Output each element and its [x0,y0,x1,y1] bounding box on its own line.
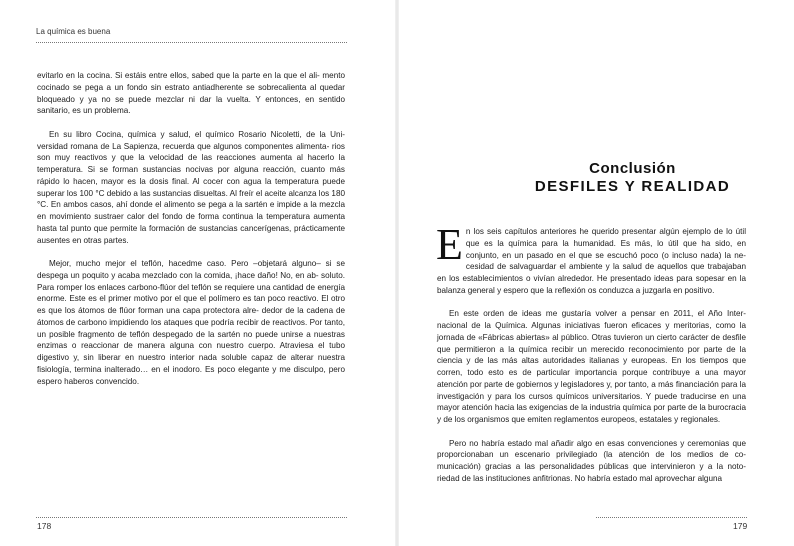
text-line: tiempos que corren, todo esto es de particular importancia porque contribuye a [437,356,746,377]
text-line: riedad de las instituciones anfitrionas. No habría estado mal aprovechar alguna [437,473,722,483]
text-line: Mejor, mucho mejor el teflón, hacedme caso. Pero –objetará alguno– si se [49,259,345,268]
text-line: n los seis capítulos anteriores he querido presentar algún ejemplo de lo [465,227,733,236]
text-line: soluble capaz de alterar nuestra fisiología, termina inalterado… en el inodoro. [37,353,345,374]
text-line: rios son muy reactivos y que la velocidad de las reacciones aumenta al hacerlo [37,141,345,163]
text-line: cancerígenas, prácticamente ausentes en otras partes. [37,223,346,245]
page-number-right: 179 [733,521,748,531]
text-line: sartén no puede unirse a nuestras enzimas o reaccionar de manera alguna con [37,329,345,351]
paragraph [37,129,345,247]
text-line: de energía enorme. Este es el primer motivo por el que el polímero es tan poco [37,282,345,304]
paragraph [437,438,746,485]
text-line: puede superar los 100 °C debido a las sustancias disueltas. Al freír el aceite [37,176,345,198]
text-line: química por parte de la burocracia y de los organismos que emiten reglamentos [437,403,746,424]
text-line: mento cocinado se pega a un fondo sin estrato antiadherente se sobrecalienta [37,71,345,92]
text-line: nuestro cuerpo. Atraviesa el tubo digestivo y, sin liberar en nuestro interior nada [37,341,345,362]
paragraph [437,308,746,426]
footer-rule-right [596,517,747,518]
text-line: los establecimientos o vivían alrededor. He presentado ideas para sopesar en la [449,274,746,283]
book-gutter [395,0,399,546]
text-line: europeos, estatales y regionales. [600,415,721,424]
text-line: evitarlo en la cocina. Si estáis entre ellos, sabed que la parte en la que el ali- [37,71,320,80]
page-number-left: 178 [37,521,52,531]
text-line: En este orden de ideas me gustaría volver a pensar en 2011, el Año Inter- [449,309,746,319]
text-line: alcanza los 180 °C. En ambos casos, ahí donde el alimento se pega a la sartén [37,188,345,210]
text-line: financiación para la investigación y para los cursos químicos universitarios. Y [437,379,746,401]
chapter-title: DESFILES Y REALIDAD [534,178,731,195]
text-line: municación) gracias a las personalidades públicas que intervinieron y a la noto- [437,462,746,471]
footer-rule-left [36,517,347,518]
text-line: más rápido lo hacen, mayor es la dosis final. Al cocer con agua la temperatura [37,165,345,186]
paragraph [37,258,345,387]
text-line: reactivo. El otro es que los átomos de flúor forman una capa protectora alre- [37,294,346,315]
text-line: En su libro Cocina, química y salud, el químico Rosario Nicoletti, de la Uni- [49,129,345,139]
text-line: recibir de reactivos. Por tanto, un posible fragmento de teflón despegado de la [37,317,345,339]
text-line: versidad romana de La Sapienza, recuerda que algunos componentes alimenta- [37,141,330,151]
text-line: conjunto, en un pasado en el que se escuchó poco (o incluso nada) la ne- [465,250,746,260]
text-line: Pero no habría estado mal añadir algo en esas convenciones y ceremonias [449,438,730,448]
text-line: cesidad de salvaguardar el ambiente y la salud de aquellos que trabajaban en [437,262,746,283]
text-line: útil que es la química para la humanidad. Es más, lo útil que ha sido, en [465,227,747,248]
text-line: la temperatura aumenta hasta tal punto que permite la formación de sustancias [37,212,345,233]
text-line: soluto. Para romper los enlaces carbono-flúor del teflón se requiere una cantidad [37,270,345,292]
text-line: balanza general y espero que la reflexión os conduzca a juzgarla en positivo. [437,285,715,295]
text-line: la temperatura. Si se forman sustancias nocivas por alguna reacción, cuanto [37,153,345,174]
right-body-text [436,220,747,485]
running-head: La química es buena [36,27,111,36]
text-line: despega un poquito y acaba mezclado con la comida, ¡hace daño! No, en ab- [37,270,319,280]
text-line: nacional de la Química. Algunas iniciativas fueron eficaces y meritorias, como [437,321,736,330]
text-line: parte de la ciencia y de las más altas autoridades italianas y europeas. En los [437,344,746,366]
text-line: de desfile que permitieron a la química recibir un merecido reconocimiento por [437,332,747,354]
text-line: Es poco elegante y me disculpo, pero espero haberos convencido. [37,364,345,386]
text-line: al quedar bloqueado y ya no se puede mezclar ni dar la vuelta. Y entonces, en [37,82,345,104]
text-line: puede traducirse en una mayor atención hacia las exigencias de la industria [437,391,746,413]
text-line: que proporcionaban un escenario privilegiado (la atención de los medios de co- [437,438,746,460]
header-rule [36,42,347,43]
text-line: dedor de la cadena de átomos de carbono impidiendo los ataques que podría [37,306,345,327]
text-line: e impide a la mezcla en movimiento sustraer calor del fondo de forma continua [37,200,346,221]
drop-cap: E [436,220,463,269]
text-line: una mayor atención por parte de gobiernos y legisladores y, por tanto, a más [437,368,746,389]
paragraph [436,220,747,297]
paragraph [37,70,345,117]
text-line: la jornada de «Fábricas abiertas» al público. Otras tuvieron un cierto carácter [437,321,746,342]
text-line: sentido sanitario, es un problema. [37,94,345,116]
chapter-label: Conclusión [589,160,676,177]
left-body-text [37,70,345,387]
